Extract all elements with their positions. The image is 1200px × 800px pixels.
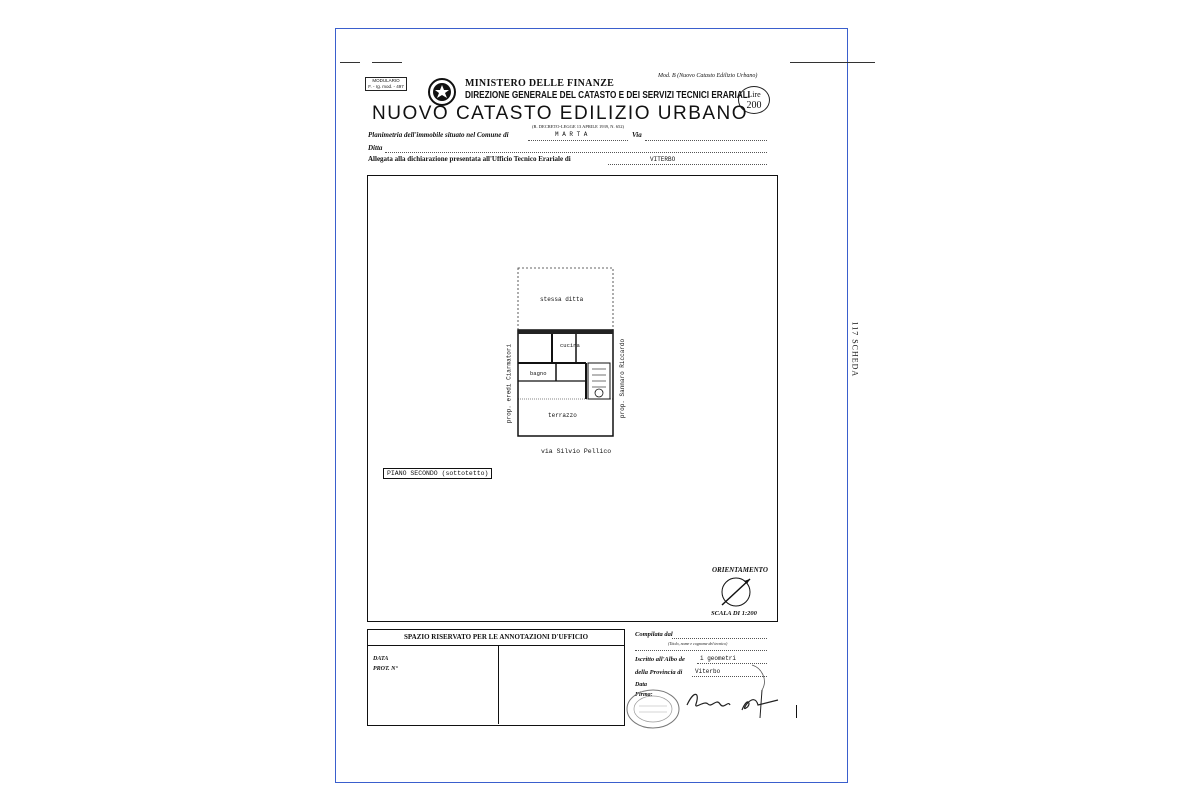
compass-icon <box>716 575 756 609</box>
provincia-label: della Provincia di <box>635 669 683 676</box>
data-label: DATA <box>373 656 389 662</box>
ditta-label: Ditta <box>368 144 383 152</box>
cucina-label: cucina <box>560 342 580 349</box>
ufficio-line <box>608 164 767 165</box>
page-title: NUOVO CATASTO EDILIZIO URBANO <box>372 103 749 124</box>
annotation-divider <box>498 645 499 724</box>
allegata-label: Allegata alla dichiarazione presentata all'Ufficio Tecnico Erariale di <box>368 155 571 163</box>
scale-label: SCALA DI 1:200 <box>711 610 757 617</box>
prot-label: PROT. N° <box>373 666 398 672</box>
annotation-header-line <box>367 645 624 646</box>
official-stamp <box>625 688 681 730</box>
corner-tick <box>796 705 797 718</box>
price-value: 200 <box>746 100 762 111</box>
compilata-hint: (Titolo, nome e cognome del tecnico) <box>668 641 728 646</box>
compilata-line <box>672 638 767 639</box>
signature <box>682 660 782 725</box>
ministry-name: MINISTERO DELLE FINANZE <box>465 78 615 89</box>
ditta-line <box>385 152 767 153</box>
sheet-left-border <box>335 28 336 783</box>
scan-mark-left2 <box>372 62 402 63</box>
modulario-box <box>365 77 407 91</box>
comune-line <box>528 140 628 141</box>
provincia-value: Viterbo <box>695 668 721 675</box>
planimetria-label: Planimetria dell'immobile situato nel Comune di <box>368 131 509 139</box>
comune-value: M A R T A <box>555 131 588 138</box>
terrazzo-label: terrazzo <box>548 412 577 419</box>
orientamento-label: ORIENTAMENTO <box>712 566 768 574</box>
albo-value: i geometri <box>700 655 737 662</box>
ufficio-value: VITERBO <box>650 156 676 163</box>
sheet-bottom-border <box>335 782 848 783</box>
scan-mark-left <box>340 62 360 63</box>
annotation-box <box>367 629 625 726</box>
compilata-line2 <box>635 650 767 651</box>
modulario-code: F. - rg. mod. - 497 <box>368 84 404 89</box>
via-line <box>645 140 767 141</box>
prop-left-label: prop. eredi Ciarmatori <box>505 343 513 424</box>
margin-stamp: 117 SCHEDA <box>850 321 860 378</box>
firma-label: Firma: <box>635 692 653 698</box>
data2-label: Data <box>635 682 647 688</box>
mod-b-label: Mod. B (Nuovo Catasto Edilizio Urbano) <box>658 73 758 79</box>
street-label: via Silvio Pellico <box>541 448 612 455</box>
decree-label: (R. DECRETO-LEGGE 13 APRILE 1939, N. 652) <box>532 124 625 129</box>
spazio-riservato-title: SPAZIO RISERVATO PER LE ANNOTAZIONI D'UFFICIO <box>404 633 589 641</box>
iscritto-label: Iscritto all'Albo de <box>635 656 685 663</box>
stessa-ditta-label: stessa ditta <box>540 296 584 303</box>
prop-right-label: prop. Sannaro Riccardo <box>619 338 626 419</box>
sheet-top-border <box>335 28 848 29</box>
compilata-label: Compilata dal <box>635 631 673 638</box>
sheet-right-border <box>847 28 848 783</box>
floor-label: PIANO SECONDO (sottotetto) <box>383 468 492 479</box>
modulario-label: MODULARIO <box>372 78 400 83</box>
price-label: Lire <box>747 90 761 99</box>
direzione-title: DIREZIONE GENERALE DEL CATASTO E DEI SERVIZI TECNICI ERARIALI <box>465 89 751 101</box>
scan-mark-top <box>790 62 875 63</box>
via-label: Via <box>632 131 642 139</box>
bagno-label: bagno <box>530 370 547 377</box>
